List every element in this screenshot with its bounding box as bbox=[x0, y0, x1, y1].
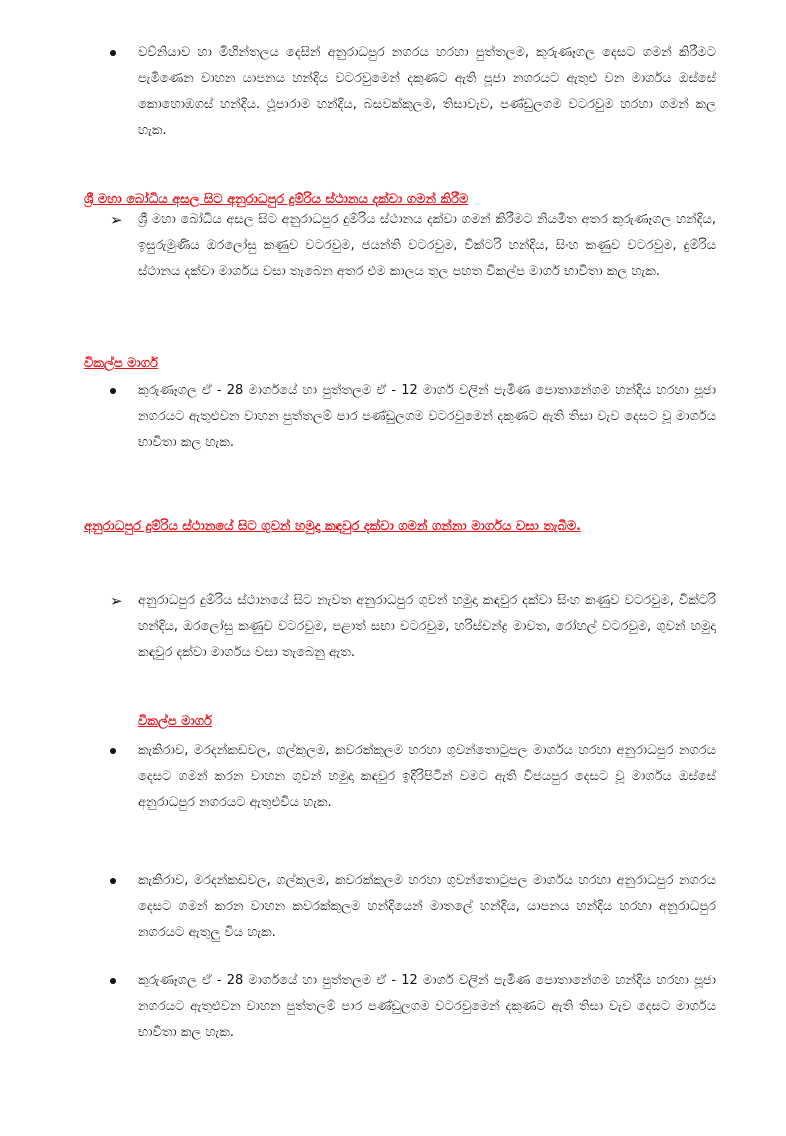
paragraph-text: අනුරාධපුර දුම්රිය ස්ථානයේ සිට නැවත අනුරාධපුර ගුවන් හමුදා කඳවුර දක්වා සිංහ කණුව වටරවුම, වික්ටරි හන්දිය, ඔරලෝසු කණුව වටරවුම, පළාත් සභා වටරවුම, හරිස්චන්ද්‍ර මාවත, රෝහල් වටරවුම, ගුවන් හමුදා කඳවුර දක්වා මාර්ගය වසා තැබෙනු ඇත. bbox=[138, 593, 716, 660]
list-item bbox=[138, 968, 716, 1046]
paragraph-text: වව්නියාව හා මිහින්තලය දෙසින් අනුරාධපුර නගරය හරහා පුත්තලම, කුරුණෑගල දෙසට ගමන් කිරීමට පැමිණෙන වාහන යාපනය හන්දිය වටරවුමෙන් දකුණට ඇති පූජා නගරයට ඇතුළු වන මාර්ගය ඔස්සේ කොහොඹගස් හන්දිය. ථූපාරාම හන්දිය, බසවක්කුලම, තිසාවැව, පණ්ඩුලගම වටරවුම හරහා ගමන් කල හැක. bbox=[138, 45, 716, 138]
section-heading: විකල්ප මාර්ග bbox=[84, 356, 158, 371]
bullet-icon bbox=[110, 738, 116, 764]
arrow-icon: ➢ bbox=[110, 211, 123, 229]
list-item bbox=[138, 207, 716, 285]
paragraph-text: ශ්‍රී මහා බෝධිය අසල සිට අනුරාධපුර දුම්රිය ස්ථානය දක්වා ගමන් කිරීමට නියමිත අතර කුරුණෑගල හන්දිය, ඉසුරුමුණිය ඔරලෝසු කණුව වටරවුම, ජයන්ති වටරවුම, වික්ටරි හන්දිය, සිංහ කණුව වටරවුම, දුම්රිය ස්ථානය දක්වා මාර්ගය වසා තැබෙන අතර එම කාලය තුල පහත විකල්ප මාර්ග භාවිතා කල හැක. bbox=[138, 212, 716, 279]
bullet-icon bbox=[110, 378, 116, 404]
list-item bbox=[138, 378, 716, 456]
paragraph-text: කැකිරාව, මරදන්කඩවල, ගල්කුලම, කවරක්කුලම හරහා ගුවන්තොටුපල මාර්ගය හරහා අනුරාධපුර නගරය දෙසට ගමන් කරන වාහන කවරක්කුලම හන්දියෙන් මාතලේ හන්දිය, යාපනය හන්දිය හරහා අනුරාධපුර නගරයට ඇතුලු විය හැක. bbox=[138, 873, 716, 940]
section-heading: අනුරාධපුර දුම්රිය ස්ථානයේ සිට ගුවන් හමුදා කඳවුර දක්වා ගමන් ගන්නා මාර්ගය වසා තැබීම. bbox=[84, 519, 582, 534]
paragraph-text: කැකිරාව, මරදන්කඩවල, ගල්කුලම, කවරක්කුලම හරහා ගුවන්තොටුපල මාර්ගය හරහා අනුරාධපුර නගරය දෙසට ගමන් කරන වාහන ගුවන් හමුදා කඳවුර ඉදිරිපිටින් වමට ඇති විජයපුර දෙසට වූ මාර්ගය ඔස්සේ අනුරාධපුර නගරයට ඇතුළුවිය හැක. bbox=[138, 743, 716, 810]
list-item bbox=[138, 738, 716, 816]
list-item bbox=[138, 588, 716, 666]
bullet-icon bbox=[110, 40, 116, 66]
paragraph-text: කුරුණෑගල ඒ - 28 මාර්ගයේ හා පුත්තලම ඒ - 12 මාර්ග වලින් පැමිණ පොතානේගම හන්දිය හරහා පූජා නගරයට ඇතුළුවන වාහන පුත්තලම් පාර පණ්ඩුලගම වටරවුමෙන් දකුණට ඇති තිසා වැව දෙසට මාර්ගය භාවිතා කල හැක. bbox=[138, 973, 716, 1040]
section-heading: විකල්ප මාර්ග bbox=[138, 714, 212, 729]
section-heading: ශ්‍රී මහා බෝධිය අසල සිට අනුරාධපුර දුම්රිය ස්ථානය දක්වා ගමන් කිරීම bbox=[84, 192, 469, 207]
arrow-icon: ➢ bbox=[110, 592, 123, 610]
paragraph-text: කුරුණෑගල ඒ - 28 මාර්ගයේ හා පුත්තලම ඒ - 12 මාර්ග වලින් පැමිණ පොතානේගම හන්දිය හරහා පූජා නගරයට ඇතුළුවන වාහන පුත්තලම් පාර පණ්ඩුලගම වටරවුමෙන් දකුණට ඇති තිසා වැව දෙසට වූ මාර්ගය භාවිතා කල හැක. bbox=[138, 383, 716, 450]
bullet-icon bbox=[110, 868, 116, 894]
bullet-icon bbox=[110, 968, 116, 994]
list-item bbox=[138, 40, 716, 144]
list-item bbox=[138, 868, 716, 946]
